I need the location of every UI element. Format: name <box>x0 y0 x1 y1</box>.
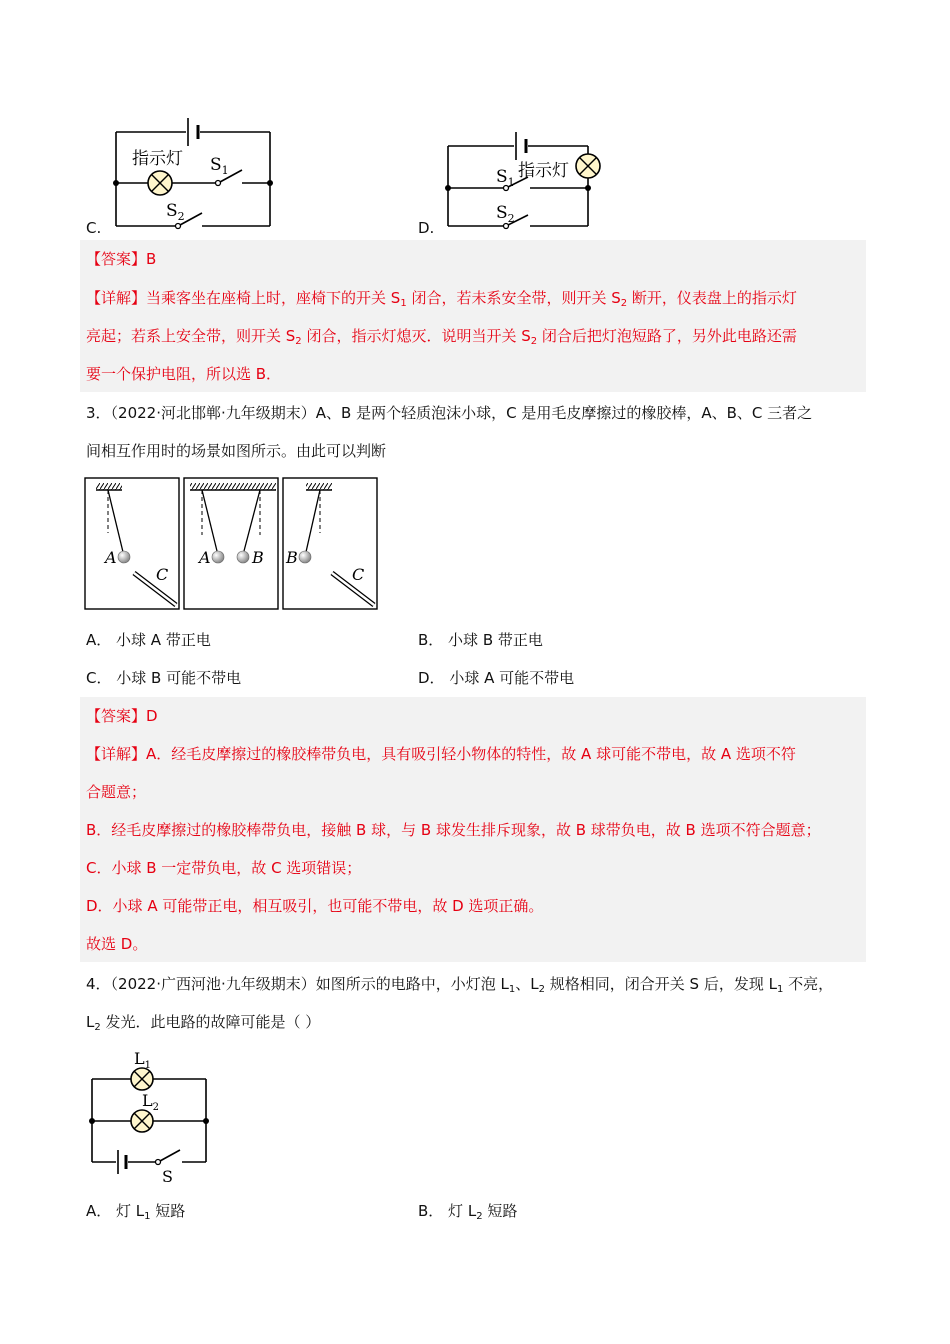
q3-option-a[interactable]: A． 小球 A 带正电 <box>86 631 211 649</box>
lamp-label: 指示灯 <box>518 161 569 181</box>
circuit-diagram-d <box>440 126 615 236</box>
q4-stem-line-2: $L_2$ 发光．此电路的故障可能是（ ） <box>86 1013 321 1033</box>
charged-balls-figure <box>84 477 380 611</box>
q3-stem-line-2: 间相互作用时的场景如图所示。由此可以判断 <box>86 442 387 460</box>
q4-option-b[interactable]: B． 灯 $L_2$ 短路 <box>418 1202 518 1222</box>
switch-s1-label: $S_1$ <box>210 155 229 177</box>
ball-a-label: A <box>199 548 211 567</box>
lamp-l2-label: $L_2$ <box>142 1091 159 1113</box>
option-c-label: C. <box>86 219 102 237</box>
q3-explain-line-4: C．小球 B 一定带负电，故 C 选项错误； <box>86 859 362 877</box>
switch-s2-label: $S_2$ <box>496 203 515 225</box>
q2-explain-line-2: 亮起；若系上安全带，则开关 $S_2$ 闭合，指示灯熄灭．说明当开关 $S_2$ 闭合后把灯泡短路了，另外此电路还需 <box>86 327 797 347</box>
q3-stem-line-1: 3．（2022·河北邯郸·九年级期末）A、B 是两个轻质泡沫小球，C 是用毛皮摩擦过的橡胶棒，A、B、C 三者之 <box>86 404 813 422</box>
q2-explain-line-3: 要一个保护电阻，所以选 B． <box>86 365 282 383</box>
q3-option-c[interactable]: C． 小球 B 可能不带电 <box>86 669 242 687</box>
q3-explain-line-6: 故选 D。 <box>86 935 148 953</box>
q3-explain-line-5: D．小球 A 可能带正电，相互吸引，也可能不带电，故 D 选项正确。 <box>86 897 544 915</box>
switch-s1-label: $S_1$ <box>496 167 515 189</box>
rod-c-label: C <box>156 565 169 584</box>
q4-option-a[interactable]: A． 灯 $L_1$ 短路 <box>86 1202 186 1222</box>
ball-a-label: A <box>105 548 117 567</box>
q3-option-b[interactable]: B． 小球 B 带正电 <box>418 631 543 649</box>
q3-answer: 【答案】D <box>86 707 158 725</box>
q4-stem-line-1: 4．（2022·广西河池·九年级期末）如图所示的电路中，小灯泡 $L_1$、$L_2$ 规格相同，闭合开关 S 后，发现 $L_1$ 不亮， <box>86 975 834 995</box>
ball-b-label: B <box>286 548 298 567</box>
ball-b-label: B <box>252 548 264 567</box>
lamp-l1-label: $L_1$ <box>134 1049 151 1071</box>
q3-explain-line-3: B．经毛皮摩擦过的橡胶棒带负电，接触 B 球，与 B 球发生排斥现象，故 B 球带负电，故 B 选项不符合题意； <box>86 821 821 839</box>
circuit-diagram-c <box>108 112 278 237</box>
lamp-label: 指示灯 <box>132 149 183 169</box>
switch-s2-label: $S_2$ <box>166 201 185 223</box>
q3-explain-line-1: 【详解】A．经毛皮摩擦过的橡胶棒带负电，具有吸引轻小物体的特性，故 A 球可能不带电，故 A 选项不符 <box>86 745 796 763</box>
rod-c-label: C <box>352 565 365 584</box>
q3-option-d[interactable]: D． 小球 A 可能不带电 <box>418 669 575 687</box>
parallel-lamp-circuit <box>86 1044 216 1186</box>
option-d-label: D. <box>418 219 435 237</box>
switch-s-label: S <box>162 1167 173 1186</box>
q2-explain-line-1: 【详解】当乘客坐在座椅上时，座椅下的开关 $S_1$ 闭合，若未系安全带，则开关 $S_2$ 断开，仪表盘上的指示灯 <box>86 289 797 309</box>
q2-answer: 【答案】B <box>86 250 157 268</box>
q3-explain-line-2: 合题意； <box>86 783 147 801</box>
